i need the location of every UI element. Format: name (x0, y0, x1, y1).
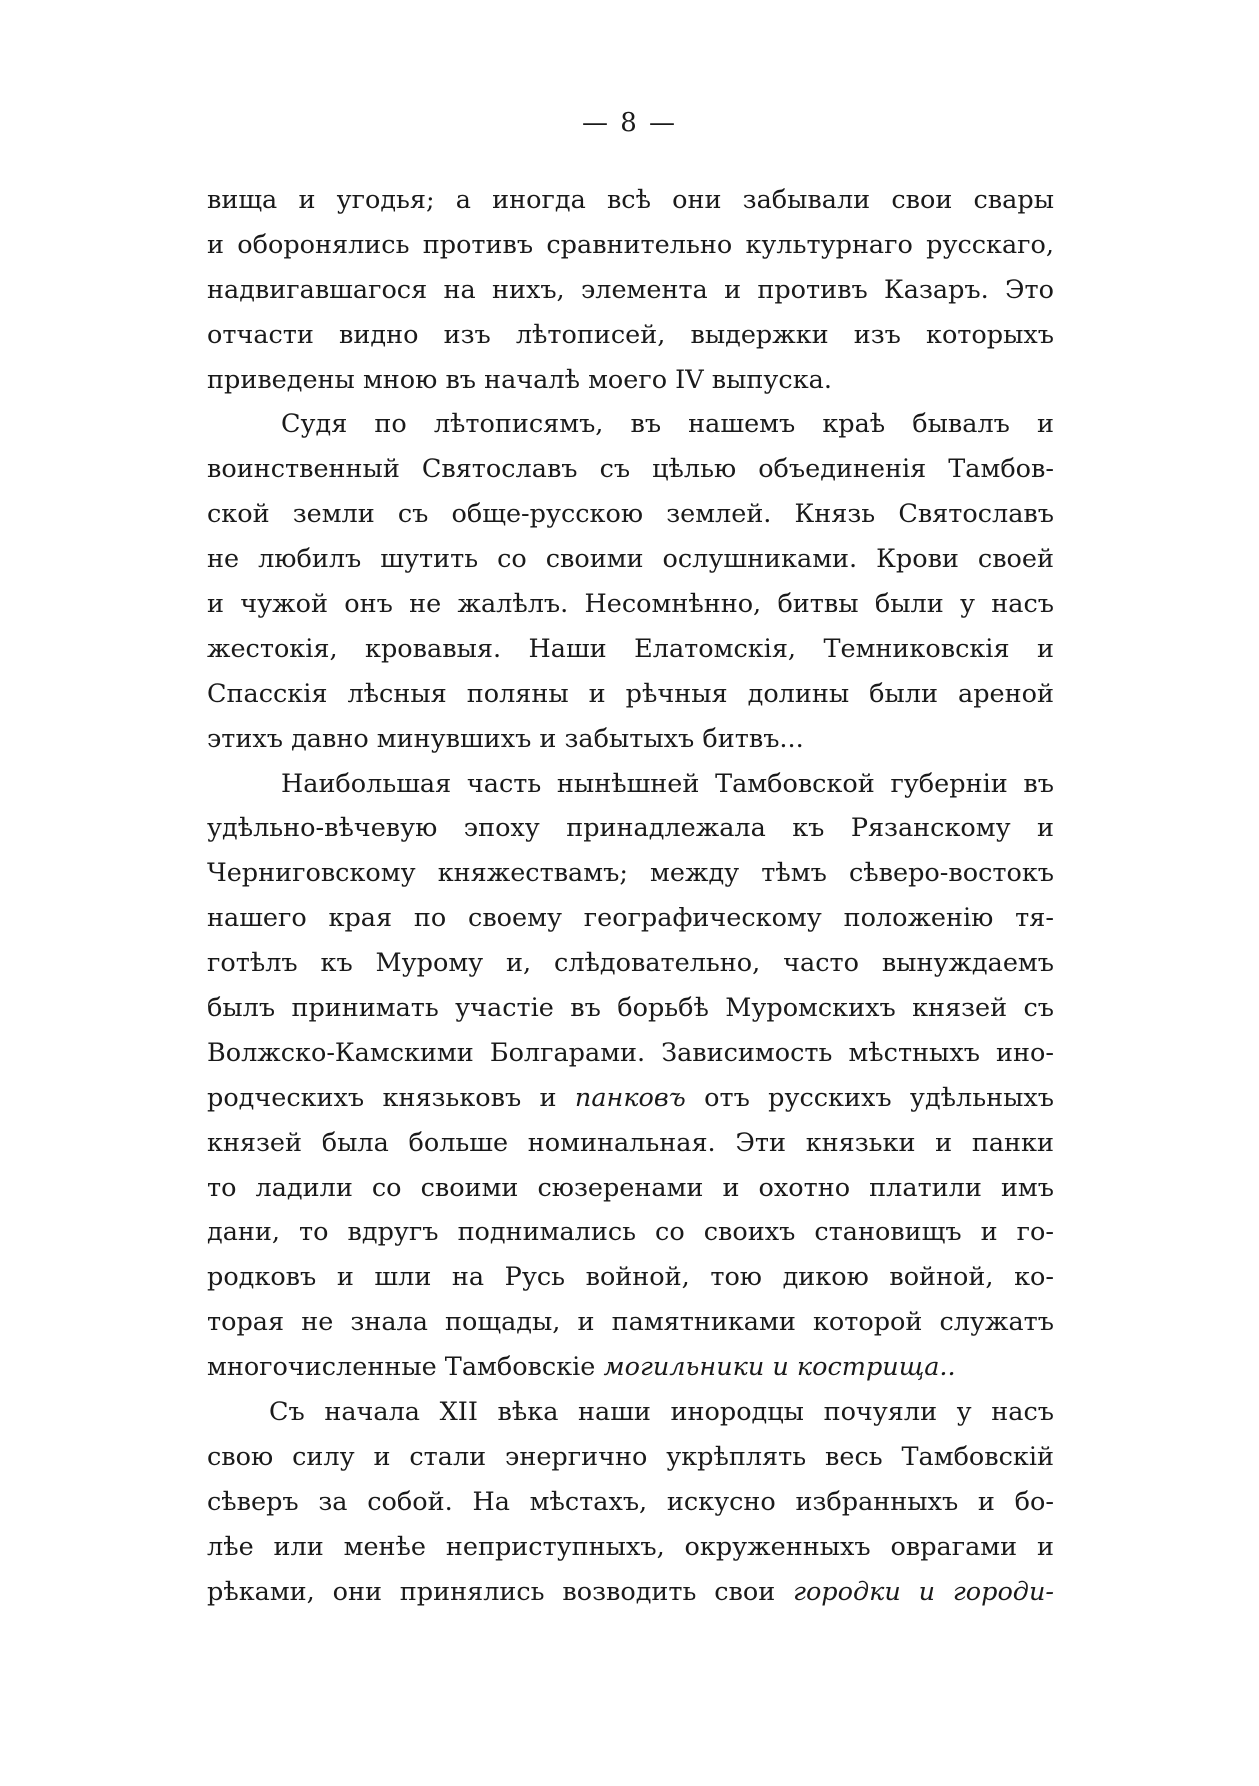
text-line: и оборонялись противъ сравнительно культурнаго русскаго, (207, 229, 1054, 260)
text-line: и чужой онъ не жалѣлъ. Несомнѣнно, битвы были у насъ (207, 589, 1054, 620)
italic-term: панковъ (574, 1082, 686, 1113)
text-line: удѣльно-вѣчевую эпоху принадлежала къ Рязанскому и (207, 813, 1054, 844)
page-number: — 8 — (581, 108, 678, 138)
text-segment: родческихъ князьковъ и (207, 1082, 575, 1113)
text-line: князей была больше номинальная. Эти князьки и панки (207, 1127, 1054, 1158)
body-text (207, 178, 1054, 1615)
text-line: то ладили со своими сюзеренами и охотно платили имъ (207, 1172, 1054, 1203)
text-line-mixed (207, 1076, 1054, 1121)
text-line: этихъ давно минувшихъ и забытыхъ битвъ... (207, 723, 804, 754)
text-line: Спасскія лѣсныя поляны и рѣчныя долины были ареной (207, 678, 1054, 709)
text-line-mixed (207, 1570, 1054, 1615)
paragraph-3 (207, 762, 1054, 1390)
text-line: дани, то вдругъ поднимались со своихъ становищъ и го- (207, 1217, 1054, 1248)
text-segment: многочисленные Тамбовскіе (207, 1352, 604, 1383)
text-line: Черниговскому княжествамъ; между тѣмъ сѣверо-востокъ (207, 858, 1054, 889)
text-line: Судя по лѣтописямъ, въ нашемъ краѣ бывалъ и (281, 409, 1054, 440)
text-segment: рѣками, они принялись возводить свои (207, 1576, 794, 1607)
text-line: сѣверъ за собой. На мѣстахъ, искусно избранныхъ и бо- (207, 1486, 1054, 1517)
text-line-mixed (207, 1345, 1054, 1390)
text-line: воинственный Святославъ съ цѣлью объединенія Тамбов- (207, 454, 1054, 485)
text-line: Съ начала XII вѣка наши инородцы почуяли у насъ (269, 1397, 1054, 1428)
text-line: готѣлъ къ Мурому и, слѣдовательно, часто вынуждаемъ (207, 948, 1054, 979)
paragraph-1 (207, 178, 1054, 402)
text-line: приведены мною въ началѣ моего IV выпуска. (207, 364, 832, 395)
text-line: отчасти видно изъ лѣтописей, выдержки изъ которыхъ (207, 319, 1054, 350)
text-line: нашего края по своему географическому положенію тя- (207, 903, 1054, 934)
text-line: Наибольшая часть нынѣшней Тамбовской губерніи въ (281, 768, 1054, 799)
text-line: ской земли съ обще-русскою землей. Князь Святославъ (207, 499, 1054, 530)
text-line: родковъ и шли на Русь войной, тою дикою войной, ко- (207, 1262, 1054, 1293)
text-line: надвигавшагося на нихъ, элемента и противъ Казаръ. Это (207, 274, 1054, 305)
text-line: лѣе или менѣе неприступныхъ, окруженныхъ оврагами и (207, 1531, 1054, 1562)
text-segment: отъ русскихъ удѣльныхъ (685, 1082, 1054, 1113)
text-line: жестокія, кровавыя. Наши Елатомскія, Темниковскія и (207, 633, 1054, 664)
italic-term: могильники и кострища.. (603, 1352, 956, 1383)
text-line: свою силу и стали энергично укрѣплять весь Тамбовскій (207, 1441, 1054, 1472)
text-line: былъ принимать участіе въ борьбѣ Муромскихъ князей съ (207, 993, 1054, 1024)
paragraph-4 (207, 1390, 1054, 1614)
text-line: не любилъ шутить со своими ослушниками. Крови своей (207, 544, 1054, 575)
text-line: вища и угодья; а иногда всѣ они забывали свои свары (207, 185, 1054, 215)
paragraph-2 (207, 402, 1054, 761)
italic-term: городки и городи- (793, 1576, 1054, 1607)
text-line: Волжско-Камскими Болгарами. Зависимость мѣстныхъ ино- (207, 1037, 1054, 1068)
text-line: торая не знала пощады, и памятниками которой служатъ (207, 1307, 1054, 1338)
